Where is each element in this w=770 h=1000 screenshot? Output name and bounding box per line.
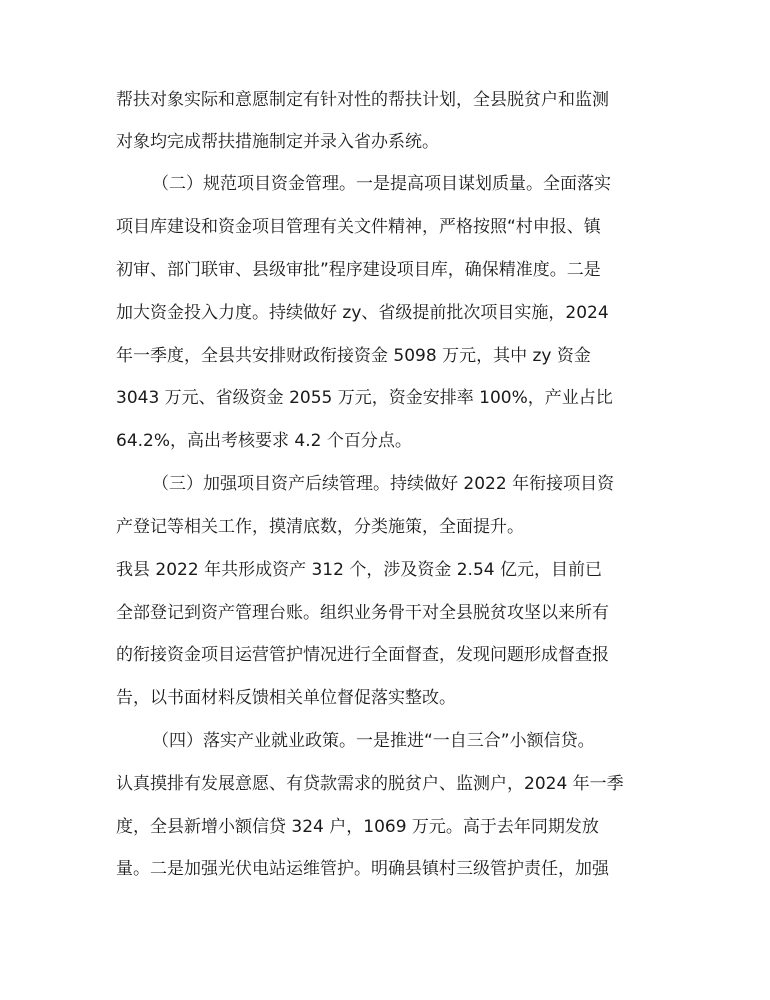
text-line: 加大资金投入力度。持续做好 zy、省级提前批次项目实施，2024 xyxy=(116,303,609,323)
text-line: 告，以书面材料反馈相关单位督促落实整改。 xyxy=(116,688,456,708)
section-heading-3: （三）加强项目资产后续管理。持续做好 2022 年衔接项目资 xyxy=(152,474,615,494)
text-line: 对象均完成帮扶措施制定并录入省办系统。 xyxy=(116,132,439,152)
text-line: 帮扶对象实际和意愿制定有针对性的帮扶计划，全县脱贫户和监测 xyxy=(116,90,609,110)
text-line: 64.2%，高出考核要求 4.2 个百分点。 xyxy=(116,431,412,451)
text-line: 我县 2022 年共形成资产 312 个，涉及资金 2.54 亿元，目前已 xyxy=(116,560,602,580)
text-line: 初审、部门联审、县级审批”程序建设项目库，确保精准度。二是 xyxy=(116,260,601,280)
text-line: 全部登记到资产管理台账。组织业务骨干对全县脱贫攻坚以来所有 xyxy=(116,603,609,623)
text-line: 3043 万元、省级资金 2055 万元，资金安排率 100%，产业占比 xyxy=(116,388,613,408)
text-line: 项目库建设和资金项目管理有关文件精神，严格按照“村申报、镇 xyxy=(116,217,601,237)
section-heading-2: （二）规范项目资金管理。一是提高项目谋划质量。全面落实 xyxy=(152,174,611,194)
text-line: 的衔接资金项目运营管护情况进行全面督查，发现问题形成督查报 xyxy=(116,645,609,665)
section-heading-4: （四）落实产业就业政策。一是推进“一自三合”小额信贷。 xyxy=(152,731,595,751)
text-line: 量。二是加强光伏电站运维管护。明确县镇村三级管护责任，加强 xyxy=(116,859,609,879)
text-line: 度，全县新增小额信贷 324 户，1069 万元。高于去年同期发放 xyxy=(116,817,599,837)
text-line: 产登记等相关工作，摸清底数，分类施策，全面提升。 xyxy=(116,517,524,537)
text-line: 年一季度，全县共安排财政衔接资金 5098 万元，其中 zy 资金 xyxy=(116,346,591,366)
text-line: 认真摸排有发展意愿、有贷款需求的脱贫户、监测户，2024 年一季 xyxy=(116,774,624,794)
